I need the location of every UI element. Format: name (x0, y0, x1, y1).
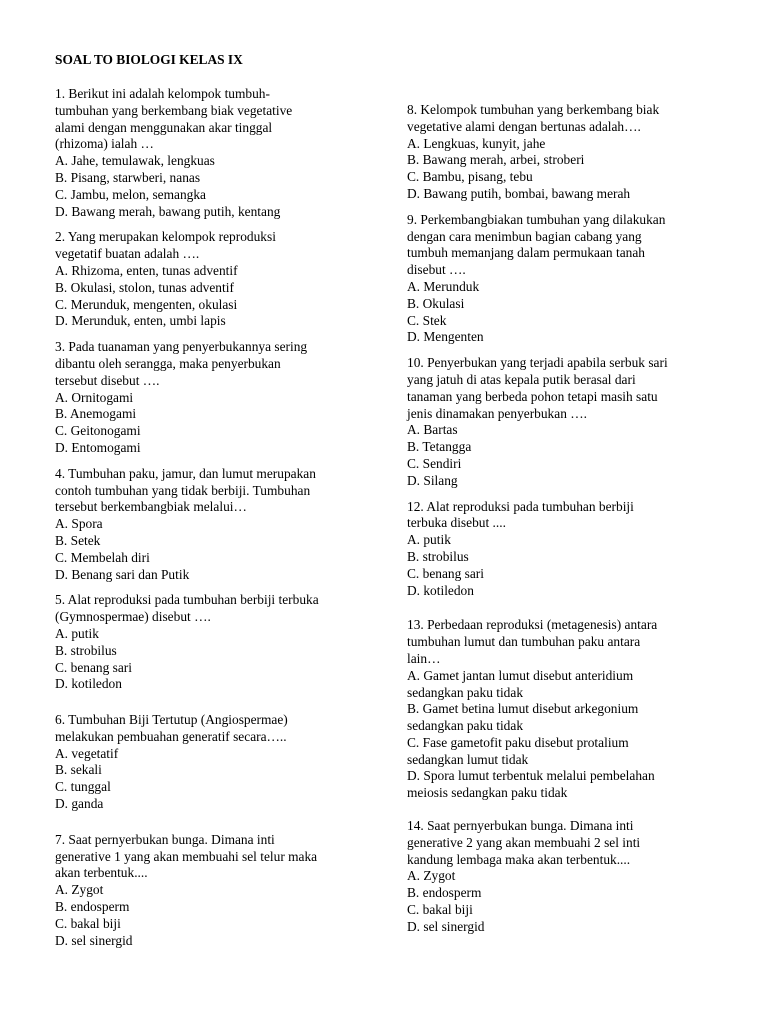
question-text-line: 12. Alat reproduksi pada tumbuhan berbiji (407, 498, 634, 514)
question-text-line: tersebut disebut …. (55, 372, 160, 388)
answer-option: C. tunggal (55, 779, 111, 795)
answer-option: C. Membelah diri (55, 549, 150, 565)
answer-option: B. Pisang, starwberi, nanas (55, 169, 201, 185)
answer-option: B. Bawang merah, arbei, stroberi (407, 152, 585, 168)
answer-option: A. Bartas (407, 422, 458, 438)
answer-option: sedangkan lumut tidak (407, 751, 529, 767)
answer-option: A. vegetatif (55, 745, 119, 761)
answer-option: D. sel sinergid (55, 932, 133, 948)
answer-option: B. Tetangga (407, 439, 472, 455)
question-text-line: vegetative alami dengan bertunas adalah…. (407, 118, 641, 134)
question-block (55, 832, 375, 950)
question-text-line: tumbuhan lumut dan tumbuhan paku antara (407, 634, 641, 650)
answer-option: meiosis sedangkan paku tidak (407, 785, 568, 801)
answer-option: C. Stek (407, 312, 447, 328)
question-text-line: generative 1 yang akan membuahi sel telur maka (55, 848, 318, 864)
answer-option: A. Rhizoma, enten, tunas adventif (55, 262, 238, 278)
question-block (55, 229, 375, 330)
question-text-line: 3. Pada tuanaman yang penyerbukannya sering (55, 339, 308, 355)
question-block (407, 499, 717, 600)
answer-option: C. Merunduk, mengenten, okulasi (55, 296, 238, 312)
answer-option: B. sekali (55, 762, 102, 778)
answer-option: D. kotiledon (407, 582, 474, 598)
question-text-line: 14. Saat pernyerbukan bunga. Dimana inti (407, 818, 634, 834)
question-text-line: vegetatif buatan adalah …. (55, 246, 200, 262)
answer-option: C. Sendiri (407, 455, 462, 471)
answer-option: A. putik (407, 532, 451, 548)
question-text-line: 13. Perbedaan reproduksi (metagenesis) antara (407, 617, 658, 633)
answer-option: D. Merunduk, enten, umbi lapis (55, 313, 226, 329)
question-block (407, 212, 717, 346)
answer-option: B. strobilus (55, 642, 117, 658)
answer-option: sedangkan paku tidak (407, 684, 524, 700)
answer-option: A. Lengkuas, kunyit, jahe (407, 135, 546, 151)
left-column (55, 86, 375, 949)
answer-option: sedangkan paku tidak (407, 718, 524, 734)
question-text-line: generative 2 yang akan membuahi 2 sel inti (407, 834, 641, 850)
answer-option: B. Setek (55, 532, 101, 548)
answer-option: C. Fase gametofit paku disebut protalium (407, 734, 629, 750)
question-text-line: akan terbentuk.... (55, 865, 148, 881)
answer-option: B. endosperm (55, 899, 130, 915)
question-block (55, 466, 375, 584)
answer-option: B. Gamet betina lumut disebut arkegonium (407, 701, 639, 717)
answer-option: D. Entomogami (55, 439, 141, 455)
answer-option: A. Merunduk (407, 278, 480, 294)
answer-option: B. Okulasi (407, 295, 465, 311)
question-text-line: alami dengan menggunakan akar tinggal (55, 119, 273, 135)
answer-option: A. putik (55, 625, 99, 641)
answer-option: D. kotiledon (55, 676, 122, 692)
question-text-line: 9. Perkembangbiakan tumbuhan yang dilakukan (407, 211, 666, 227)
question-text-line: terbuka disebut .... (407, 515, 506, 531)
answer-option: C. Jambu, melon, semangka (55, 186, 206, 202)
answer-option: B. Anemogami (55, 406, 137, 422)
question-text-line: kandung lembaga maka akan terbentuk.... (407, 851, 631, 867)
question-text-line: tersebut berkembangbiak melalui… (55, 499, 247, 515)
answer-option: D. Bawang merah, bawang putih, kentang (55, 203, 281, 219)
answer-option: D. ganda (55, 796, 104, 812)
question-text-line: (rhizoma) ialah … (55, 136, 154, 152)
answer-option: C. bakal biji (55, 915, 121, 931)
answer-option: B. Okulasi, stolon, tunas adventif (55, 279, 234, 295)
question-text-line: 4. Tumbuhan paku, jamur, dan lumut merupakan (55, 465, 316, 481)
question-block (55, 592, 375, 693)
answer-option: D. Bawang putih, bombai, bawang merah (407, 185, 631, 201)
page-title: SOAL TO BIOLOGI KELAS IX (55, 52, 243, 67)
answer-option: B. endosperm (407, 885, 482, 901)
question-block (407, 617, 717, 802)
question-text-line: disebut …. (407, 262, 466, 278)
answer-option: C. bakal biji (407, 902, 473, 918)
question-block (407, 355, 717, 489)
question-text-line: 1. Berikut ini adalah kelompok tumbuh- (55, 86, 270, 101)
question-text-line: tumbuhan yang berkembang biak vegetative (55, 102, 293, 118)
answer-option: D. sel sinergid (407, 918, 485, 934)
question-text-line: tumbuh memanjang dalam permukaan tanah (407, 245, 645, 261)
question-text-line: yang jatuh di atas kepala putik berasal dari (407, 371, 636, 387)
question-text-line: dengan cara menimbun bagian cabang yang (407, 228, 642, 244)
answer-option: A. Gamet jantan lumut disebut anteridium (407, 667, 634, 683)
answer-option: D. Mengenten (407, 329, 484, 345)
answer-option: C. benang sari (407, 565, 484, 581)
question-block (407, 102, 717, 203)
right-column (407, 102, 717, 936)
question-text-line: tanaman yang berbeda pohon tetapi masih satu (407, 388, 658, 404)
question-text-line: melakukan pembuahan generatif secara….. (55, 728, 287, 744)
answer-option: C. Bambu, pisang, tebu (407, 169, 533, 185)
question-text-line: 8. Kelompok tumbuhan yang berkembang biak (407, 102, 660, 117)
question-text-line: (Gymnospermae) disebut …. (55, 609, 211, 625)
answer-option: D. Silang (407, 472, 458, 488)
answer-option: C. Geitonogami (55, 423, 141, 439)
answer-option: A. Jahe, temulawak, lengkuas (55, 153, 215, 169)
question-text-line: 7. Saat pernyerbukan bunga. Dimana inti (55, 831, 275, 847)
answer-option: D. Benang sari dan Putik (55, 566, 190, 582)
question-text-line: contoh tumbuhan yang tidak berbiji. Tumbuhan (55, 482, 311, 498)
answer-option: A. Spora (55, 516, 103, 532)
question-block (55, 712, 375, 813)
question-text-line: lain… (407, 650, 441, 666)
question-text-line: dibantu oleh serangga, maka penyerbukan (55, 355, 281, 371)
question-text-line: 6. Tumbuhan Biji Tertutup (Angiospermae) (55, 712, 288, 728)
question-text-line: jenis dinamakan penyerbukan …. (407, 405, 587, 421)
question-block (407, 818, 717, 936)
question-text-line: 10. Penyerbukan yang terjadi apabila serbuk sari (407, 355, 668, 371)
answer-option: B. strobilus (407, 548, 469, 564)
question-text-line: 2. Yang merupakan kelompok reproduksi (55, 229, 276, 245)
answer-option: D. Spora lumut terbentuk melalui pembelahan (407, 768, 655, 784)
question-block (55, 86, 375, 220)
answer-option: A. Zygot (55, 882, 104, 898)
question-block (55, 339, 375, 457)
answer-option: A. Ornitogami (55, 389, 134, 405)
answer-option: C. benang sari (55, 659, 132, 675)
answer-option: A. Zygot (407, 868, 456, 884)
question-text-line: 5. Alat reproduksi pada tumbuhan berbiji terbuka (55, 592, 319, 608)
